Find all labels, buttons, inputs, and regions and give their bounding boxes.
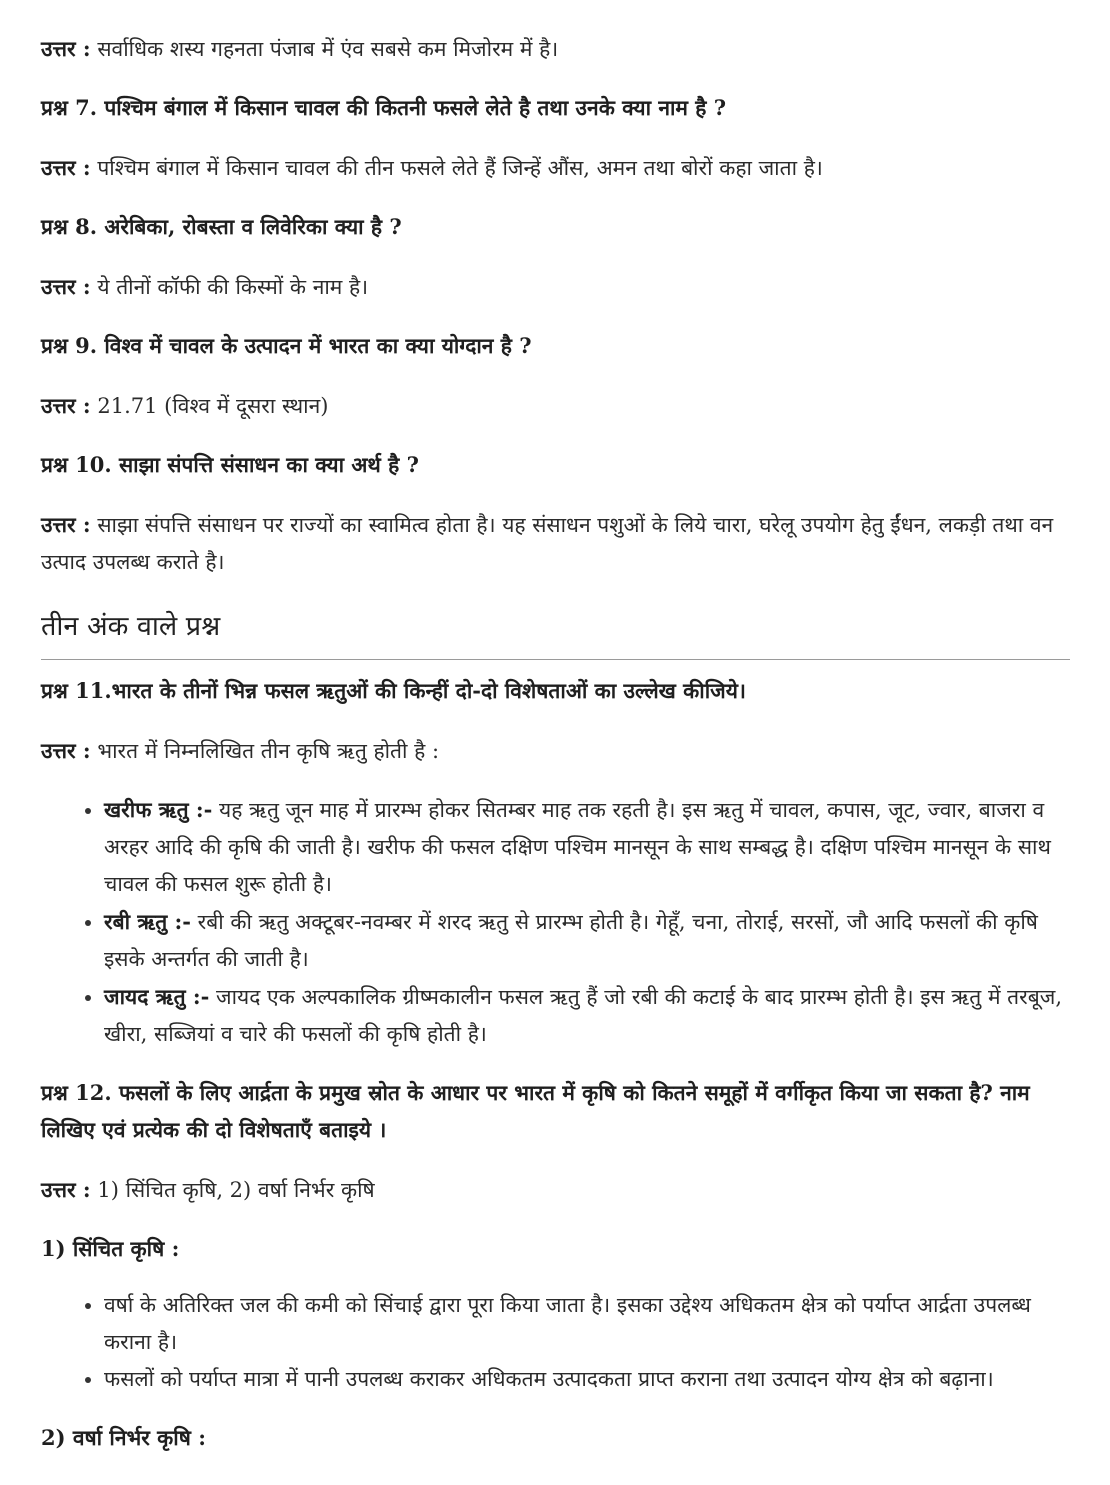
answer-8 [41,268,1070,306]
answer-text: ये तीनों कॉफी की किस्मों के नाम है। [90,275,369,299]
question-9: प्रश्न 9. विश्व में चावल के उत्पादन में भारत का क्या योग्दान है ? [41,333,532,358]
season-item-rabi [104,903,1070,978]
list-item: • फसलों को पर्याप्त मात्रा में पानी उपलब्ध कराकर अधिकतम उत्पादकता प्राप्त कराना तथा उत्पादन योग्य क्षेत्र को बढ़ाना। [104,1361,1070,1398]
season-text: रबी की ऋतु अक्टूबर-नवम्बर में शरद ऋतु से प्रारम्भ होती है। गेहूँ, चना, तोराई, सरसों, जौ आदि फसलों की कृषि इसके अन्तर्गत की जाती है। [104,910,1038,971]
question-8: प्रश्न 8. अरेबिका, रोबस्ता व लिवेरिका क्या है ? [41,214,402,239]
answer-text: 21.71 (विश्व में दूसरा स्थान) [90,394,329,418]
question-7: प्रश्न 7. पश्चिम बंगाल में किसान चावल की कितनी फसले लेते है तथा उनके क्या नाम है ? [41,95,727,120]
answer-text: सर्वाधिक शस्य गहनता पंजाब में एंव सबसे कम मिजोरम में है। [90,37,559,61]
question-10: प्रश्न 10. साझा संपत्ति संसाधन का क्या अर्थ है ? [41,452,419,477]
irrigated-list [41,1287,1070,1398]
section-heading: तीन अंक वाले प्रश्न [41,607,1070,660]
subheading-rainfed: 2) वर्षा निर्भर कृषि : [41,1425,206,1450]
list-item: • वर्षा के अतिरिक्त जल की कमी को सिंचाई द्वारा पूरा किया जाता है। इसका उद्देश्य अधिकतम क्षेत्र को पर्याप्त आर्द्रता उपलब्ध कराना है। [104,1287,1070,1361]
answer-text: पश्चिम बंगाल में किसान चावल की तीन फसले लेते हैं जिन्हें औंस, अमन तथा बोरों कहा जाता है। [90,156,823,180]
answer-text: 1) सिंचित कृषि, 2) वर्षा निर्भर कृषि [90,1178,375,1202]
season-text: यह ऋतु जून माह में प्रारम्भ होकर सितम्बर माह तक रहती है। इस ऋतु में चावल, कपास, जूट, ज्वार, बाजरा व अरहर आदि की कृषि की जाती है। खरीफ की फसल दक्षिण पश्चिम मानसून के साथ सम्बद्ध है। दक्षिण पश्चिम मानसून के साथ चावल की फसल शुरू होती है। [104,798,1051,896]
answer-6 [41,30,1070,68]
answer-12 [41,1171,1070,1209]
answer-7 [41,149,1070,187]
answer-label: उत्तर : [41,36,91,61]
question-11: प्रश्न 11.भारत के तीनों भिन्न फसल ऋतुओं की किन्हीं दो-दो विशेषताओं का उल्लेख कीजिये। [41,678,746,703]
answer-9 [41,387,1070,425]
answer-11 [41,732,1070,770]
season-term: जायद ऋतु :- [104,984,210,1009]
answer-text: साझा संपत्ति संसाधन पर राज्यों का स्वामित्व होता है। यह संसाधन पशुओं के लिये चारा, घरेलू उपयोग हेतु ईंधन, लकड़ी तथा वन उत्पाद उपलब्ध कराते है। [41,513,1054,574]
answer-label: उत्तर : [41,274,91,299]
season-term: रबी ऋतु :- [104,909,191,934]
answer-label: उत्तर : [41,1177,91,1202]
question-12: प्रश्न 12. फसलों के लिए आर्द्रता के प्रमुख स्रोत के आधार पर भारत में कृषि को कितने समूहों में वर्गीकृत किया जा सकता है? नाम लिखिए एवं प्रत्येक की दो विशेषताएँ बताइये । [41,1080,1030,1142]
season-text: जायद एक अल्पकालिक ग्रीष्मकालीन फसल ऋतु हैं जो रबी की कटाई के बाद प्रारम्भ होती है। इस ऋतु में तरबूज, खीरा, सब्जियां व चारे की फसलों की कृषि होती है। [104,985,1062,1046]
season-item-kharif [104,791,1070,903]
answer-text: भारत में निम्नलिखित तीन कृषि ऋतु होती है : [90,739,440,763]
subheading-irrigated: 1) सिंचित कृषि : [41,1236,180,1261]
answer-label: उत्तर : [41,738,91,763]
answer-10 [41,506,1070,581]
answer-label: उत्तर : [41,155,91,180]
season-term: खरीफ ऋतु :- [104,797,213,822]
season-list [41,791,1070,1053]
answer-label: उत्तर : [41,393,91,418]
answer-label: उत्तर : [41,512,91,537]
season-item-zaid [104,978,1070,1053]
